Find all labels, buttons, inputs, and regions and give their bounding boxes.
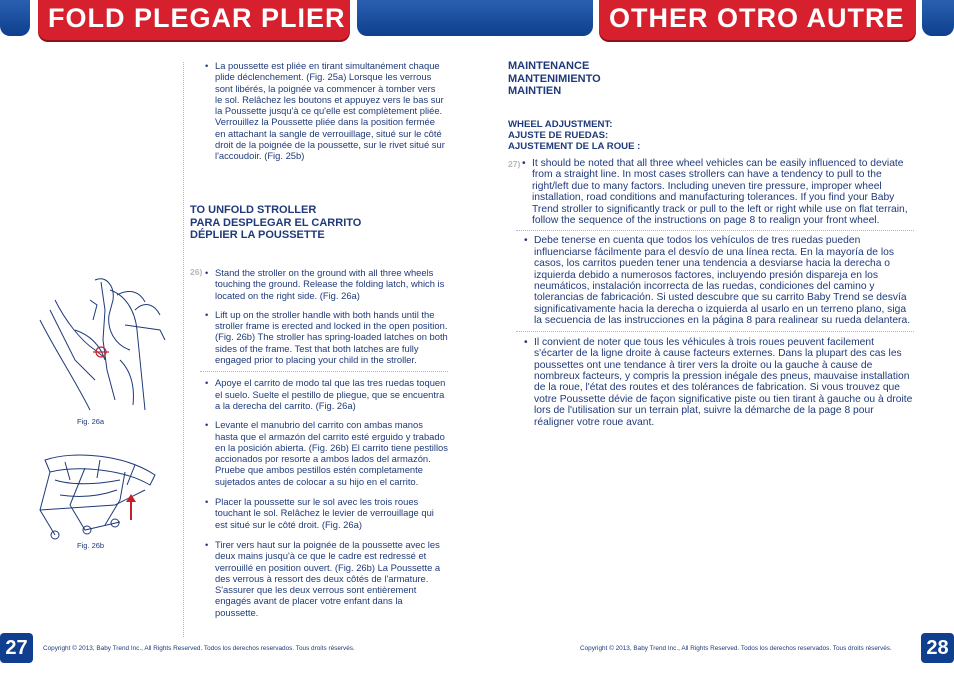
fig-26b-label: Fig. 26b xyxy=(77,541,105,550)
page-number-right: 28 xyxy=(921,633,954,663)
separator xyxy=(516,230,914,231)
left-page-header: FOLD PLEGAR PLIER xyxy=(38,0,350,40)
es-bullet-1: • Apoye el carrito de modo tal que las tres ruedas toquen el suelo. Suelte el pestillo de pliegue, que se encuentra a la derecha del carrito. (Fig. 26a) xyxy=(205,377,448,411)
wheel-fr-text: • Il convient de noter que tous les véhicules à trois roues peuvent facilement s'écarter de la ligne droite à cause facteurs externes. Dans la plupart des cas les poussettes ont une tendance à tirer vers la droite ou la gauche à cause de nombreux facteurs, y compris la pression inégale des pneus, mauvaise installation de la roue, l'état des routes et des tolérances de fabrication. Si vous trouvez que votre Poussette dévie de façon significative piste ou tien tirant à gauche ou à droite lors de l'utilisation sur un terrain plat, suivre la démarche de la page 8 pour réaligner votre roue avant. xyxy=(524,337,914,428)
maintenance-es: MANTENIMIENTO xyxy=(508,72,601,85)
wheel-en-text: • It should be noted that all three wheel vehicles can be easily influenced to deviate from a straight line. In most cases strollers can have a tendency to pull to the right/left due to many factors. Including uneven tire pressure, improper wheel installation, road conditions and manufacturing tolerances. If you find your Baby Trend stroller to significantly track or pull to the left or right while use on flat terrain, follow the sequence of the instructions on page 8 to realign your front wheel. xyxy=(522,158,914,226)
step-number: 26) xyxy=(190,267,203,277)
fig-26b-illustration xyxy=(25,450,165,542)
maintenance-heading xyxy=(508,60,758,98)
step-26-block xyxy=(190,267,448,618)
separator xyxy=(200,371,448,372)
en-bullet-2: • Lift up on the stroller handle with both hands until the stroller frame is erected and locked in the open position. (Fig. 26b) The stroller has spring-loaded latches on both sides of the frame. Test that both latches are fully engaged prior to placing your child in the stroller. xyxy=(205,309,448,365)
fig-26a-label: Fig. 26a xyxy=(77,417,105,426)
maintenance-fr: MAINTIEN xyxy=(508,85,562,97)
step-27-block xyxy=(508,158,914,428)
fr-bullet-1: • Placer la poussette sur le sol avec les trois roues touchant le sol. Relâchez le levier de verrouillage qui est situé sur le côté droit. (Fig. 26a) xyxy=(205,496,448,530)
unfold-heading-fr: DÉPLIER LA POUSSETTE xyxy=(190,229,325,241)
top-bar-left xyxy=(0,0,30,36)
wheel-heading-fr: AJUSTEMENT DE LA ROUE : xyxy=(508,141,641,152)
fig-26a-illustration xyxy=(35,270,170,415)
unfold-heading xyxy=(190,204,440,242)
top-bar-right xyxy=(922,0,954,36)
top-bar-center xyxy=(357,0,593,36)
french-fold-block xyxy=(205,60,445,162)
page-number-left: 27 xyxy=(0,633,33,663)
column-divider xyxy=(183,62,184,637)
en-bullet-1: • Stand the stroller on the ground with all three wheels touching the ground. Release the folding latch, which is located on the right side. (Fig. 26a) xyxy=(205,267,448,301)
copyright-left: Copyright © 2013, Baby Trend Inc., All Rights Reserved. Todos los derechos reservados. Tous droits réservés. xyxy=(43,645,355,652)
maintenance-en: MAINTENANCE xyxy=(508,60,590,72)
separator xyxy=(516,331,914,332)
wheel-heading-en: WHEEL ADJUSTMENT: xyxy=(508,119,613,130)
wheel-heading-es: AJUSTE DE RUEDAS: xyxy=(508,130,609,141)
french-fold-bullet: • La poussette est pliée en tirant simultanément chaque plide déclenchement. (Fig. 25a) Lorsque les verrous sont libérés, la poignée va commencer à tomber vers le sol. Relâchez les boutons et appuyez vers le bas sur la Poussette jusqu'à ce qu'elle est complètement pliée. Verrouillez la Poussette pliée dans la position fermée en attachant la sangle de verrouillage, situé sur le côté droit de la poignée de la poussette, sur le rivet situé sur l'accoudoir. (Fig. 25b) xyxy=(205,60,445,162)
unfold-heading-es: PARA DESPLEGAR EL CARRITO xyxy=(190,216,362,229)
right-page-header: OTHER OTRO AUTRE xyxy=(599,0,916,40)
es-bullet-2: • Levante el manubrio del carrito con ambas manos hasta que el armazón del carrito esté erguido y trabado en la posición abierta. (Fig. 26b) El carrito tiene pestillos accionados por resorte a ambos lados del armazón. Pruebe que ambos pestillos estén completamente sujetados antes de colocar a su hijo en el carrito. xyxy=(205,419,448,487)
unfold-heading-en: TO UNFOLD STROLLER xyxy=(190,204,317,216)
copyright-right: Copyright © 2013, Baby Trend Inc., All Rights Reserved. Todos los derechos reservados. Tous droits réservés. xyxy=(580,645,892,652)
wheel-es-text: • Debe tenerse en cuenta que todos los vehículos de tres ruedas pueden influenciarse fácilmente para el desvío de una línea recta. En la mayoría de los casos, los carritos pueden tener una tendencia a desviarse hacia la derecha o izquierda debido a numerosos factores, incluyendo presión dispareja en los neumáticos, instalación incorrecta de las ruedas, condiciones del camino y tolerancias de fabricación. Si usted descubre que su carrito Baby Trend se desvía significativamente hacia la derecha o izquierda al usarlo en un terreno plano, siga la secuencia de las instrucciones en la página 8 para realinear su rueda delantera. xyxy=(524,235,914,326)
step-number-27: 27) xyxy=(508,159,521,169)
fr-bullet-2: • Tirer vers haut sur la poignée de la poussette avec les deux mains jusqu'à ce que le cadre est redressé et verrouillé en position ouvert. (Fig. 26b) La Poussette a des verrous à ressort des deux côtés de l'armature. S'assurer que les deux verrous sont entièrement engagés avant de placer votre enfant dans la poussette. xyxy=(205,539,448,618)
wheel-adjustment-heading xyxy=(508,119,758,152)
